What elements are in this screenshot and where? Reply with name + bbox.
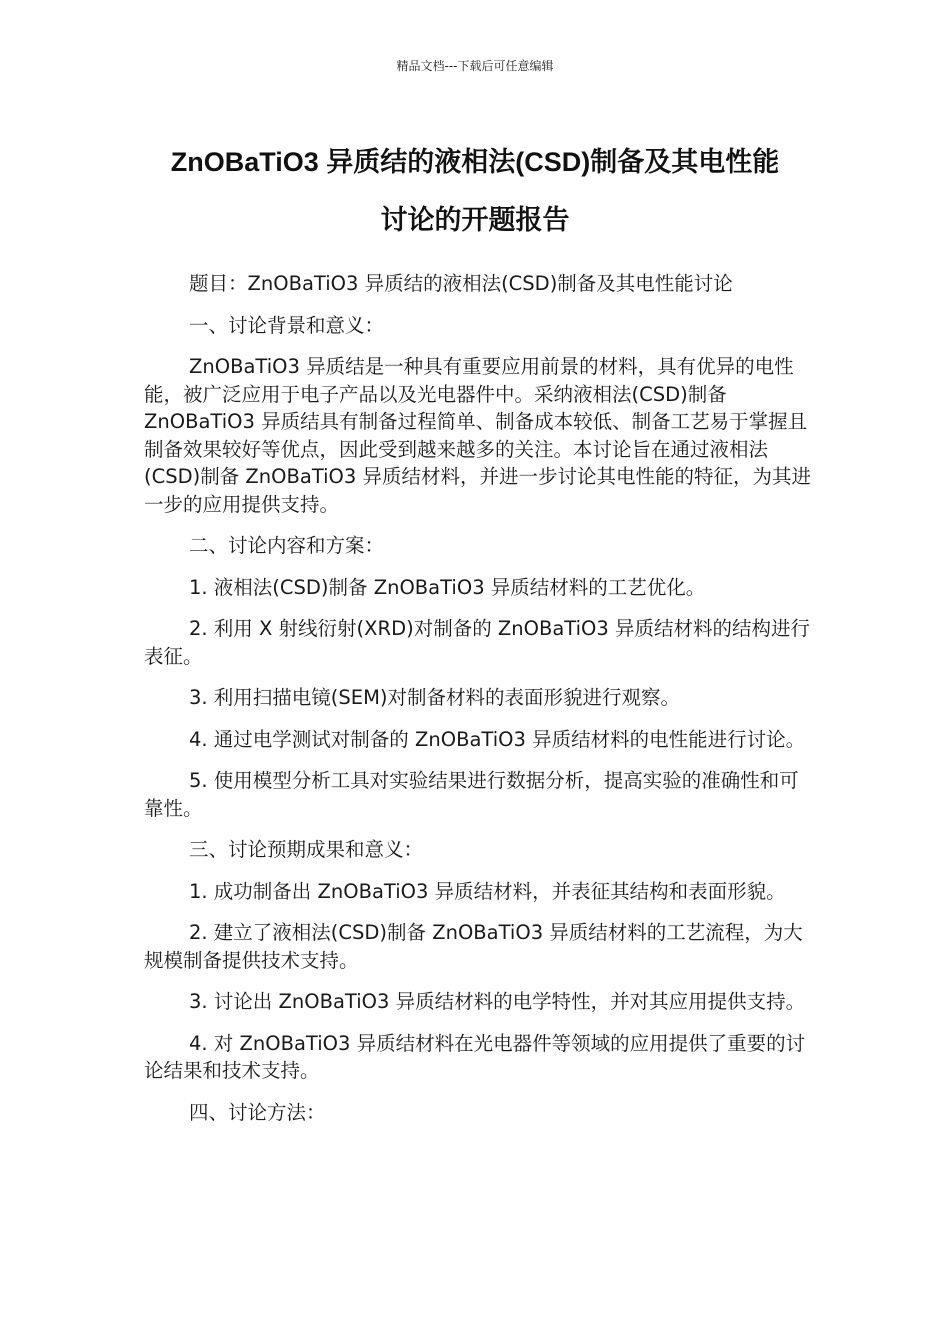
title-line-2: 讨论的开题报告 bbox=[380, 205, 570, 235]
page-header-note: 精品文档---下载后可任意编辑 bbox=[396, 59, 554, 73]
list-item-content-1: 1. 液相法(CSD)制备 ZnOBaTiO3 异质结材料的工艺优化。 bbox=[189, 575, 706, 599]
section-heading-methods: 四、讨论方法： bbox=[189, 1100, 326, 1124]
paragraph-background: ZnOBaTiO3 异质结是一种具有重要应用前景的材料，具有优异的电性能，被广泛应用于电子产品以及光电器件中。采纳液相法(CSD)制备 ZnOBaTiO3 异质结具有制备过程简单、制备成本较低、制备工艺易于掌握且制备效果较好等优点，因此受到越来越多的关注。本讨论旨在通过液相法(CSD)制备 ZnOBaTiO3 异质结材料，并进一步讨论其电性能的特征，为其进一步的应用提供支持。 bbox=[144, 355, 811, 516]
list-item-outcome-4: 4. 对 ZnOBaTiO3 异质结材料在光电器件等领域的应用提供了重要的讨论结果和技术支持。 bbox=[144, 1031, 806, 1082]
section-heading-background: 一、讨论背景和意义： bbox=[189, 313, 385, 337]
list-item-content-2: 2. 利用 X 射线衍射(XRD)对制备的 ZnOBaTiO3 异质结材料的结构进行表征。 bbox=[144, 617, 810, 668]
list-item-outcome-1: 1. 成功制备出 ZnOBaTiO3 异质结材料，并表征其结构和表面形貌。 bbox=[189, 879, 786, 903]
document-title bbox=[110, 133, 840, 249]
list-item-outcome-3: 3. 讨论出 ZnOBaTiO3 异质结材料的电学特性，并对其应用提供支持。 bbox=[189, 990, 806, 1013]
list-item-content-5: 5. 使用模型分析工具对实验结果进行数据分析，提高实验的准确性和可靠性。 bbox=[144, 769, 799, 820]
document-body bbox=[144, 270, 812, 1140]
list-item-content-4: 4. 通过电学测试对制备的 ZnOBaTiO3 异质结材料的电性能进行讨论。 bbox=[189, 727, 806, 751]
section-heading-content: 二、讨论内容和方案： bbox=[189, 534, 385, 557]
paragraph-topic: 题目：ZnOBaTiO3 异质结的液相法(CSD)制备及其电性能讨论 bbox=[189, 272, 733, 295]
section-heading-outcomes: 三、讨论预期成果和意义： bbox=[189, 838, 424, 861]
title-line-1: ZnOBaTiO3 异质结的液相法(CSD)制备及其电性能 bbox=[170, 147, 780, 177]
list-item-content-3: 3. 利用扫描电镜(SEM)对制备材料的表面形貌进行观察。 bbox=[189, 686, 681, 709]
list-item-outcome-2: 2. 建立了液相法(CSD)制备 ZnOBaTiO3 异质结材料的工艺流程，为大规模制备提供技术支持。 bbox=[144, 921, 803, 972]
